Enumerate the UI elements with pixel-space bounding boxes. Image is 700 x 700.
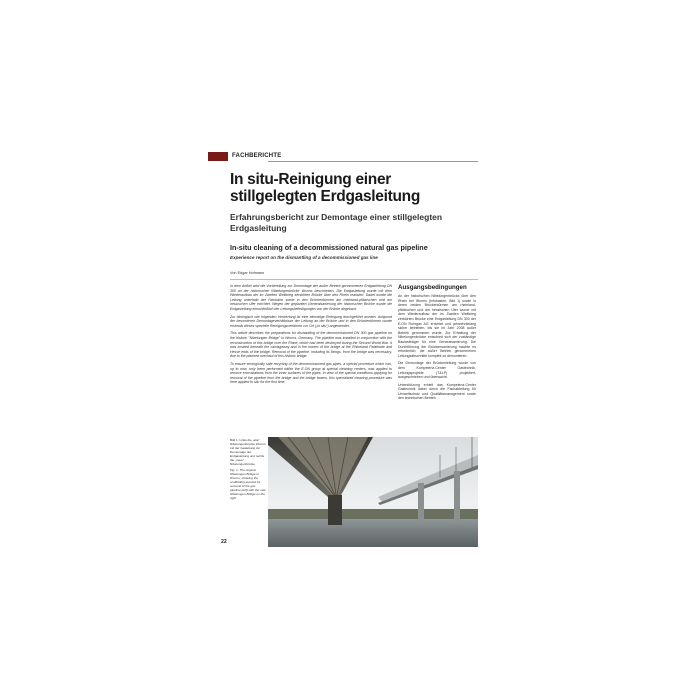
body-paragraph: An der historischen Nibelungenbrücke über den Rhein bei Worms (Infokasten, Bild 1) sowie in deren beiden Brückentürmen am rheinland-pfälzischen und am hessischen Ufer wurde mit dem Wiederaufbau der im Zweiten Weltkrieg zerstörten Brücke eine Erdgasleitung DN 300 der E.ON Ruhrgas AG errichtet und jahrzehntelang sicher betrieben, bis sie im Jahr 2008 außer Betrieb genommen wurde. Zur Erhaltung der Nibelungenbrücke entschied sich der zuständige Baulastträger für eine Generalsanierung. Die Durchführung der Brückensanierung machte es erforderlich, die außer Betrieb genommenen Leitungsabschnitte komplett zu demontieren. [398,294,476,358]
caption-de: Bild 1: Links die „alte" Nibelungenbrücke Worms mit der Gasleitung zur Demontage der Erdgasleitung und rechts die „neue" Nibelungenbrücke [230,438,266,466]
section-label: FACHBERICHTE [232,153,282,159]
author-divider [230,279,478,280]
abstract-de-paragraph: Zur ökologisch wie folgenden Verwertung ist eine einmalige Reinigung durchgeführt worden. Aufgrund der besonderen Demontageverhältnisse der Leitung an der Brücke und in den Brückentürmen wurde erstmals dieses spezielle Reinigungsverfahren vor Ort („in situ") angewendet. [230,314,392,328]
figure-caption [230,438,266,502]
body-paragraph: Die Demontage der Brückenleitung wurde von dem Kompetenz-Center Gastechnik, Leitungsprojekte (T&LP) projektiert, ausgeschrieben und überwacht. [398,361,476,380]
caption-en: Fig. 1: The original Nibelungen Bridge in Worms, showing the scaffolding erected for removal of the gas pipeline (left) with the new Nibelungen Bridge on the right [230,468,266,500]
section-heading: Ausgangsbedingungen [398,284,467,291]
abstract-de-paragraph: In dem Artikel wird die Vorbereitung zur Demontage der außer Betrieb genommenen Erdgasleitung DN 300 an der historischen Nibelungenbrücke Worms beschrieben. Die Erdgasleitung wurde mit dem Wiederaufbau der im Zweiten Weltkrieg zerstörten Brücke über den Rhein realisiert. Dabei wurde die Leitung unterhalb der Fahrbahn sowie in den Brückentürmen am rheinland-pfälzischen und am hessischen Ufer errichtet. Wegen der geplanten Generalsanierung der historischen Brücke wurde die Erdgasleitung einschließlich der Leitungsbefestigungen von der Brücke abgebaut. [230,284,392,311]
author-line: Von Edgar Hofmann [230,271,265,275]
body-paragraph: Unterstützung erhielt das Kompetenz-Center Gastechnik dabei durch die Fachabteilung für Umweltschutz und Qualitätsmanagement sowie den technischen Betrieb. [398,382,476,401]
english-subtitle: Experience report on the dismantling of a decommissioned gas line [230,255,378,260]
water-area [268,519,478,547]
abstract-en-paragraph: To ensure ecologically safe recycling of the decommissioned gas pipes, a special procedure which has, up to now, only been performed within the E.ON group at special cleaning centers, was applied to remove encrustations from the inner surfaces of the pipes. In view of the special conditions applying for removal of the pipeline from the bridge and the bridge towers, this specialized cleaning procedure was here applied in situ for the first time. [230,361,392,385]
article-subtitle: Erfahrungsbericht zur Demontage einer stillgelegten Erdgasleitung [230,212,443,233]
old-bridge-pier [328,495,342,525]
article-title: In situ-Reinigung einer stillgelegten Erdgasleitung [230,171,420,205]
english-title: In-situ cleaning of a decommissioned natural gas pipeline [230,243,428,252]
section-marker [208,152,228,161]
bridge-photo [268,437,478,547]
right-column [398,284,476,404]
new-bridge-pier [418,483,424,523]
tree-line [268,509,478,519]
abstract-column [230,284,392,388]
abstract-en-paragraph: This article describes the preparations for dismantling of the decommissioned DN 300 gas pipeline on the historic "Nibelungen Bridge" in Worms, Germany. The pipeline was installed in conjunction with the reconstruction of this bridge over the Rhine, which had been destroyed during the Second World War. It was located beneath the carriageway and in the towers of the bridge at the Rhineland Palatinate and Hesse ends of the bridge. Removal of the pipeline, including its fixings, from the bridge was necessary, due to the planned overhaul of this historic bridge. [230,331,392,359]
section-divider [268,161,478,162]
page-number: 22 [221,539,227,545]
